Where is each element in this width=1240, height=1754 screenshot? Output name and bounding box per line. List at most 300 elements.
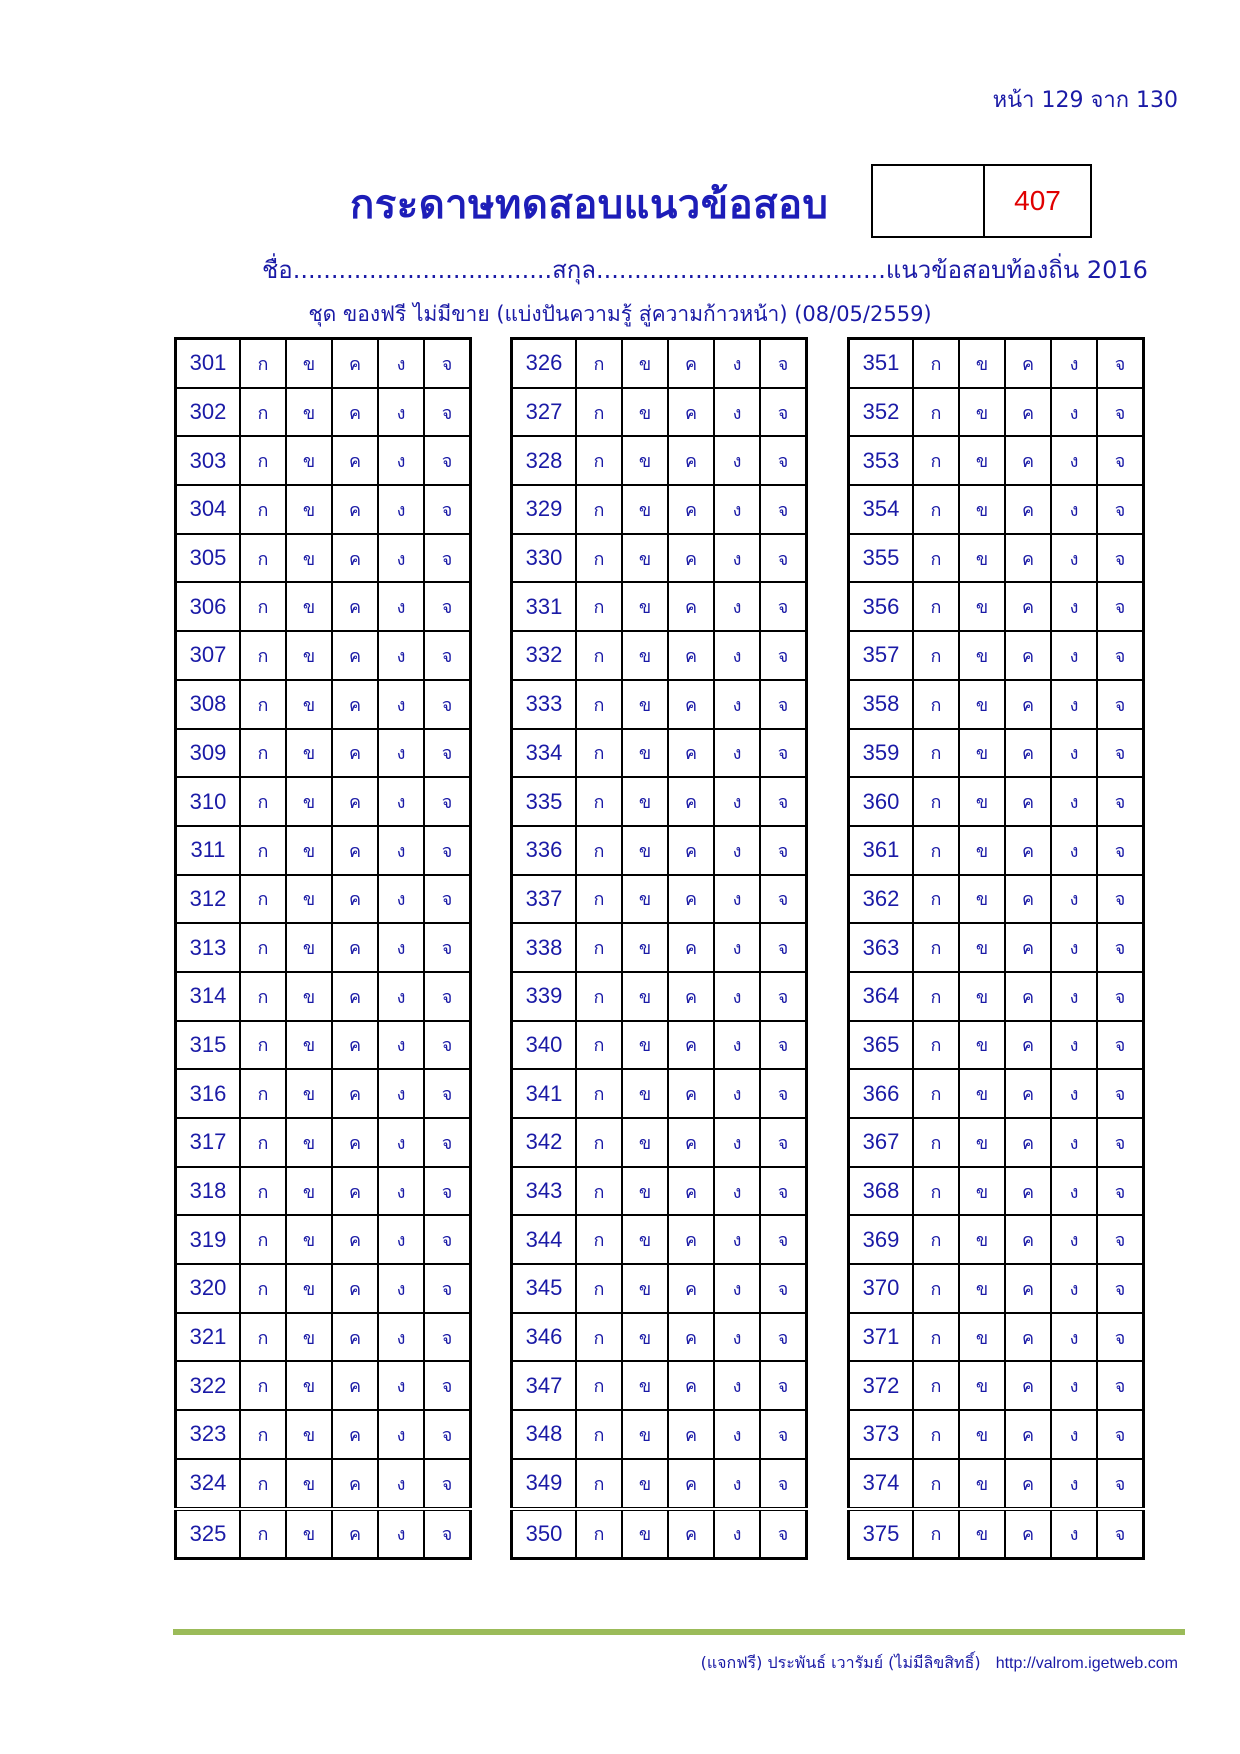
answer-option[interactable]: ก: [576, 339, 622, 388]
answer-option[interactable]: จ: [1097, 388, 1144, 437]
answer-option[interactable]: ข: [286, 875, 332, 924]
answer-option[interactable]: ง: [1051, 1021, 1097, 1070]
answer-option[interactable]: ค: [668, 1509, 714, 1559]
answer-option[interactable]: จ: [424, 1313, 471, 1362]
answer-option[interactable]: ข: [622, 923, 668, 972]
answer-option[interactable]: ง: [714, 923, 760, 972]
answer-option[interactable]: ก: [576, 388, 622, 437]
answer-option[interactable]: จ: [760, 1361, 807, 1410]
answer-option[interactable]: ก: [576, 1118, 622, 1167]
answer-option[interactable]: ง: [714, 436, 760, 485]
answer-option[interactable]: ข: [286, 1509, 332, 1559]
answer-option[interactable]: ข: [286, 1118, 332, 1167]
answer-option[interactable]: ง: [714, 1069, 760, 1118]
answer-option[interactable]: ง: [1051, 582, 1097, 631]
answer-option[interactable]: ง: [1051, 972, 1097, 1021]
answer-option[interactable]: จ: [760, 680, 807, 729]
answer-option[interactable]: ก: [576, 875, 622, 924]
answer-option[interactable]: ค: [668, 582, 714, 631]
answer-option[interactable]: ข: [959, 875, 1005, 924]
answer-option[interactable]: ข: [622, 1509, 668, 1559]
answer-option[interactable]: ก: [576, 923, 622, 972]
answer-option[interactable]: จ: [760, 1509, 807, 1559]
answer-option[interactable]: ค: [332, 1509, 378, 1559]
answer-option[interactable]: ข: [286, 972, 332, 1021]
footer-url[interactable]: http://valrom.igetweb.com: [995, 1655, 1178, 1672]
answer-option[interactable]: ค: [668, 1410, 714, 1459]
answer-option[interactable]: ข: [959, 1021, 1005, 1070]
answer-option[interactable]: ก: [913, 729, 959, 778]
answer-option[interactable]: ก: [576, 631, 622, 680]
answer-option[interactable]: ง: [714, 1167, 760, 1216]
answer-option[interactable]: จ: [1097, 534, 1144, 583]
answer-option[interactable]: จ: [760, 1410, 807, 1459]
answer-option[interactable]: ค: [1005, 485, 1051, 534]
answer-option[interactable]: ง: [714, 972, 760, 1021]
answer-option[interactable]: ง: [1051, 1361, 1097, 1410]
answer-option[interactable]: จ: [1097, 582, 1144, 631]
answer-option[interactable]: ข: [622, 1361, 668, 1410]
answer-option[interactable]: จ: [760, 923, 807, 972]
answer-option[interactable]: ข: [286, 388, 332, 437]
answer-option[interactable]: จ: [1097, 680, 1144, 729]
answer-option[interactable]: ข: [959, 1264, 1005, 1313]
answer-option[interactable]: ก: [913, 1021, 959, 1070]
answer-option[interactable]: ข: [959, 1118, 1005, 1167]
answer-option[interactable]: ง: [378, 388, 424, 437]
answer-option[interactable]: จ: [760, 1215, 807, 1264]
answer-option[interactable]: ง: [378, 1021, 424, 1070]
answer-option[interactable]: ค: [668, 1313, 714, 1362]
answer-option[interactable]: ก: [240, 1361, 286, 1410]
answer-option[interactable]: ก: [576, 680, 622, 729]
answer-option[interactable]: ก: [913, 1509, 959, 1559]
answer-option[interactable]: ง: [1051, 1069, 1097, 1118]
answer-option[interactable]: ก: [913, 1118, 959, 1167]
answer-option[interactable]: ง: [714, 729, 760, 778]
answer-option[interactable]: จ: [1097, 1264, 1144, 1313]
answer-option[interactable]: ง: [378, 1069, 424, 1118]
answer-option[interactable]: ค: [1005, 1264, 1051, 1313]
answer-option[interactable]: จ: [424, 631, 471, 680]
answer-option[interactable]: ข: [959, 1069, 1005, 1118]
answer-option[interactable]: ข: [959, 1410, 1005, 1459]
answer-option[interactable]: จ: [1097, 1118, 1144, 1167]
answer-option[interactable]: ข: [286, 582, 332, 631]
answer-option[interactable]: ค: [332, 1069, 378, 1118]
answer-option[interactable]: ก: [913, 777, 959, 826]
answer-option[interactable]: ค: [332, 534, 378, 583]
answer-option[interactable]: ข: [622, 631, 668, 680]
answer-option[interactable]: ข: [622, 436, 668, 485]
answer-option[interactable]: จ: [760, 582, 807, 631]
answer-option[interactable]: ง: [378, 1361, 424, 1410]
answer-option[interactable]: ง: [714, 631, 760, 680]
answer-option[interactable]: ง: [1051, 1215, 1097, 1264]
answer-option[interactable]: ง: [1051, 436, 1097, 485]
answer-option[interactable]: ค: [1005, 1459, 1051, 1509]
answer-option[interactable]: ค: [1005, 1361, 1051, 1410]
answer-option[interactable]: ง: [1051, 1167, 1097, 1216]
answer-option[interactable]: ค: [332, 1215, 378, 1264]
answer-option[interactable]: ก: [576, 729, 622, 778]
answer-option[interactable]: ก: [240, 436, 286, 485]
answer-option[interactable]: ค: [1005, 631, 1051, 680]
answer-option[interactable]: ข: [959, 1313, 1005, 1362]
answer-option[interactable]: ง: [1051, 339, 1097, 388]
answer-option[interactable]: จ: [760, 972, 807, 1021]
answer-option[interactable]: จ: [760, 1069, 807, 1118]
answer-option[interactable]: ข: [959, 1459, 1005, 1509]
answer-option[interactable]: ง: [378, 1313, 424, 1362]
answer-option[interactable]: จ: [424, 485, 471, 534]
answer-option[interactable]: ค: [332, 339, 378, 388]
answer-option[interactable]: จ: [1097, 972, 1144, 1021]
answer-option[interactable]: ง: [714, 1118, 760, 1167]
answer-option[interactable]: ค: [1005, 729, 1051, 778]
answer-option[interactable]: ค: [668, 972, 714, 1021]
answer-option[interactable]: จ: [760, 777, 807, 826]
answer-option[interactable]: ก: [240, 1118, 286, 1167]
answer-option[interactable]: ก: [240, 339, 286, 388]
answer-option[interactable]: ก: [913, 1313, 959, 1362]
answer-option[interactable]: จ: [1097, 485, 1144, 534]
answer-option[interactable]: ข: [959, 534, 1005, 583]
answer-option[interactable]: ค: [668, 875, 714, 924]
answer-option[interactable]: ค: [1005, 339, 1051, 388]
answer-option[interactable]: ค: [1005, 1509, 1051, 1559]
answer-option[interactable]: ค: [332, 485, 378, 534]
answer-option[interactable]: ก: [576, 485, 622, 534]
answer-option[interactable]: ค: [668, 631, 714, 680]
answer-option[interactable]: จ: [424, 826, 471, 875]
answer-option[interactable]: ค: [332, 729, 378, 778]
answer-option[interactable]: ข: [959, 777, 1005, 826]
answer-option[interactable]: ค: [668, 1167, 714, 1216]
answer-option[interactable]: ข: [959, 826, 1005, 875]
answer-option[interactable]: ข: [286, 1215, 332, 1264]
answer-option[interactable]: จ: [424, 436, 471, 485]
answer-option[interactable]: ข: [622, 339, 668, 388]
answer-option[interactable]: ก: [913, 1264, 959, 1313]
answer-option[interactable]: ก: [913, 1069, 959, 1118]
answer-option[interactable]: จ: [760, 1313, 807, 1362]
answer-option[interactable]: ง: [714, 1264, 760, 1313]
answer-option[interactable]: ก: [913, 826, 959, 875]
answer-option[interactable]: ง: [378, 1410, 424, 1459]
answer-option[interactable]: ค: [668, 436, 714, 485]
answer-option[interactable]: ง: [1051, 680, 1097, 729]
answer-option[interactable]: ค: [668, 777, 714, 826]
answer-option[interactable]: จ: [424, 388, 471, 437]
answer-option[interactable]: ก: [240, 485, 286, 534]
answer-option[interactable]: ก: [240, 1313, 286, 1362]
answer-option[interactable]: ค: [668, 1361, 714, 1410]
answer-option[interactable]: จ: [424, 339, 471, 388]
answer-option[interactable]: จ: [1097, 1215, 1144, 1264]
answer-option[interactable]: ก: [913, 485, 959, 534]
answer-option[interactable]: ค: [1005, 826, 1051, 875]
answer-option[interactable]: ข: [959, 1167, 1005, 1216]
answer-option[interactable]: ง: [378, 1459, 424, 1509]
answer-option[interactable]: ข: [622, 1313, 668, 1362]
answer-option[interactable]: ง: [1051, 1410, 1097, 1459]
answer-option[interactable]: ก: [576, 972, 622, 1021]
answer-option[interactable]: ข: [286, 1313, 332, 1362]
answer-option[interactable]: จ: [760, 534, 807, 583]
answer-option[interactable]: จ: [424, 534, 471, 583]
answer-option[interactable]: ง: [378, 1264, 424, 1313]
answer-option[interactable]: จ: [1097, 1509, 1144, 1559]
answer-option[interactable]: ข: [959, 388, 1005, 437]
answer-option[interactable]: ง: [714, 1313, 760, 1362]
answer-option[interactable]: ค: [332, 1361, 378, 1410]
answer-option[interactable]: ก: [240, 1459, 286, 1509]
answer-option[interactable]: จ: [1097, 923, 1144, 972]
answer-option[interactable]: ง: [714, 1021, 760, 1070]
answer-option[interactable]: ง: [714, 582, 760, 631]
answer-option[interactable]: ง: [1051, 1509, 1097, 1559]
answer-option[interactable]: ก: [913, 1410, 959, 1459]
answer-option[interactable]: ก: [576, 1361, 622, 1410]
answer-option[interactable]: ง: [378, 1118, 424, 1167]
answer-option[interactable]: ค: [332, 436, 378, 485]
answer-option[interactable]: ก: [576, 777, 622, 826]
answer-option[interactable]: ข: [622, 485, 668, 534]
answer-option[interactable]: ก: [240, 826, 286, 875]
answer-option[interactable]: จ: [1097, 339, 1144, 388]
answer-option[interactable]: ข: [286, 1167, 332, 1216]
answer-option[interactable]: ง: [714, 777, 760, 826]
answer-option[interactable]: ง: [378, 680, 424, 729]
answer-option[interactable]: จ: [760, 339, 807, 388]
answer-option[interactable]: จ: [760, 1021, 807, 1070]
answer-option[interactable]: ก: [240, 1069, 286, 1118]
answer-option[interactable]: ค: [668, 485, 714, 534]
answer-option[interactable]: ข: [286, 1264, 332, 1313]
answer-option[interactable]: ข: [286, 534, 332, 583]
answer-option[interactable]: ค: [1005, 875, 1051, 924]
answer-option[interactable]: ก: [576, 1264, 622, 1313]
answer-option[interactable]: ก: [576, 1167, 622, 1216]
answer-option[interactable]: ข: [959, 972, 1005, 1021]
answer-option[interactable]: ข: [622, 777, 668, 826]
answer-option[interactable]: ง: [714, 388, 760, 437]
answer-option[interactable]: ข: [286, 1459, 332, 1509]
answer-option[interactable]: ง: [378, 339, 424, 388]
answer-option[interactable]: ก: [240, 1264, 286, 1313]
answer-option[interactable]: ก: [240, 1215, 286, 1264]
answer-option[interactable]: ค: [332, 680, 378, 729]
answer-option[interactable]: ก: [913, 631, 959, 680]
answer-option[interactable]: ก: [240, 972, 286, 1021]
answer-option[interactable]: ก: [240, 1021, 286, 1070]
answer-option[interactable]: ค: [1005, 923, 1051, 972]
answer-option[interactable]: ค: [1005, 1313, 1051, 1362]
answer-option[interactable]: ก: [913, 388, 959, 437]
answer-option[interactable]: ก: [576, 534, 622, 583]
answer-option[interactable]: ง: [378, 631, 424, 680]
answer-option[interactable]: ก: [576, 1410, 622, 1459]
answer-option[interactable]: ข: [959, 1215, 1005, 1264]
answer-option[interactable]: ก: [240, 582, 286, 631]
answer-option[interactable]: จ: [424, 1021, 471, 1070]
answer-option[interactable]: ข: [622, 388, 668, 437]
answer-option[interactable]: ง: [1051, 631, 1097, 680]
answer-option[interactable]: ง: [714, 1361, 760, 1410]
answer-option[interactable]: ค: [668, 388, 714, 437]
answer-option[interactable]: ง: [714, 1410, 760, 1459]
answer-option[interactable]: ง: [378, 777, 424, 826]
answer-option[interactable]: ค: [332, 923, 378, 972]
answer-option[interactable]: ก: [913, 339, 959, 388]
answer-option[interactable]: ค: [1005, 534, 1051, 583]
answer-option[interactable]: ค: [668, 729, 714, 778]
answer-option[interactable]: ค: [332, 631, 378, 680]
answer-option[interactable]: ข: [622, 582, 668, 631]
answer-option[interactable]: ข: [622, 1118, 668, 1167]
answer-option[interactable]: จ: [1097, 875, 1144, 924]
answer-option[interactable]: ข: [622, 680, 668, 729]
answer-option[interactable]: ก: [913, 1167, 959, 1216]
answer-option[interactable]: จ: [424, 1410, 471, 1459]
answer-option[interactable]: ข: [959, 485, 1005, 534]
answer-option[interactable]: ค: [1005, 680, 1051, 729]
answer-option[interactable]: ข: [959, 923, 1005, 972]
answer-option[interactable]: จ: [424, 1361, 471, 1410]
answer-option[interactable]: จ: [760, 485, 807, 534]
answer-option[interactable]: ค: [332, 875, 378, 924]
answer-option[interactable]: จ: [760, 1167, 807, 1216]
answer-option[interactable]: จ: [424, 972, 471, 1021]
answer-option[interactable]: จ: [1097, 1167, 1144, 1216]
answer-option[interactable]: ง: [714, 1459, 760, 1509]
answer-option[interactable]: ก: [576, 1215, 622, 1264]
answer-option[interactable]: ข: [959, 582, 1005, 631]
answer-option[interactable]: จ: [1097, 1410, 1144, 1459]
answer-option[interactable]: ง: [1051, 388, 1097, 437]
answer-option[interactable]: ข: [286, 1021, 332, 1070]
answer-option[interactable]: ข: [286, 777, 332, 826]
answer-option[interactable]: ค: [332, 1021, 378, 1070]
answer-option[interactable]: ก: [576, 826, 622, 875]
answer-option[interactable]: ก: [913, 972, 959, 1021]
answer-option[interactable]: ง: [1051, 485, 1097, 534]
answer-option[interactable]: ข: [286, 1361, 332, 1410]
answer-option[interactable]: ข: [622, 875, 668, 924]
answer-option[interactable]: ข: [622, 1021, 668, 1070]
answer-option[interactable]: ค: [668, 1459, 714, 1509]
answer-option[interactable]: จ: [1097, 1361, 1144, 1410]
answer-option[interactable]: ก: [576, 1459, 622, 1509]
answer-option[interactable]: ข: [286, 436, 332, 485]
answer-option[interactable]: ข: [286, 339, 332, 388]
answer-option[interactable]: ง: [378, 826, 424, 875]
answer-option[interactable]: ค: [332, 1459, 378, 1509]
answer-option[interactable]: จ: [760, 1459, 807, 1509]
answer-option[interactable]: จ: [1097, 1021, 1144, 1070]
answer-option[interactable]: ก: [576, 1069, 622, 1118]
answer-option[interactable]: ค: [332, 1264, 378, 1313]
answer-option[interactable]: ค: [332, 1313, 378, 1362]
answer-option[interactable]: ก: [576, 1313, 622, 1362]
answer-option[interactable]: ง: [714, 1215, 760, 1264]
answer-option[interactable]: ค: [668, 1069, 714, 1118]
answer-option[interactable]: จ: [424, 1215, 471, 1264]
answer-option[interactable]: ค: [668, 1021, 714, 1070]
answer-option[interactable]: จ: [424, 777, 471, 826]
answer-option[interactable]: จ: [760, 436, 807, 485]
answer-option[interactable]: จ: [760, 875, 807, 924]
answer-option[interactable]: ง: [378, 534, 424, 583]
answer-option[interactable]: ง: [714, 534, 760, 583]
answer-option[interactable]: ง: [378, 1509, 424, 1559]
answer-option[interactable]: ก: [576, 1509, 622, 1559]
answer-option[interactable]: จ: [424, 729, 471, 778]
answer-option[interactable]: จ: [1097, 631, 1144, 680]
answer-option[interactable]: ค: [1005, 1167, 1051, 1216]
answer-option[interactable]: ข: [959, 436, 1005, 485]
answer-option[interactable]: ค: [1005, 388, 1051, 437]
answer-option[interactable]: ก: [240, 729, 286, 778]
answer-option[interactable]: ข: [286, 923, 332, 972]
answer-option[interactable]: ง: [1051, 1313, 1097, 1362]
answer-option[interactable]: ง: [1051, 1459, 1097, 1509]
answer-option[interactable]: ข: [622, 1410, 668, 1459]
answer-option[interactable]: ค: [668, 923, 714, 972]
answer-option[interactable]: ข: [622, 729, 668, 778]
answer-option[interactable]: ค: [1005, 1215, 1051, 1264]
answer-option[interactable]: จ: [1097, 1313, 1144, 1362]
answer-option[interactable]: ค: [668, 680, 714, 729]
answer-option[interactable]: ข: [622, 972, 668, 1021]
answer-option[interactable]: ก: [240, 875, 286, 924]
answer-option[interactable]: ก: [576, 582, 622, 631]
answer-option[interactable]: ข: [959, 339, 1005, 388]
answer-option[interactable]: ข: [622, 1264, 668, 1313]
answer-option[interactable]: จ: [1097, 826, 1144, 875]
answer-option[interactable]: ข: [286, 729, 332, 778]
answer-option[interactable]: ก: [240, 631, 286, 680]
answer-option[interactable]: ข: [959, 680, 1005, 729]
answer-option[interactable]: ง: [378, 923, 424, 972]
answer-option[interactable]: ง: [378, 972, 424, 1021]
answer-option[interactable]: ข: [622, 1459, 668, 1509]
answer-option[interactable]: ค: [668, 1264, 714, 1313]
answer-option[interactable]: จ: [1097, 729, 1144, 778]
answer-option[interactable]: ก: [913, 436, 959, 485]
answer-option[interactable]: จ: [1097, 1459, 1144, 1509]
answer-option[interactable]: ค: [668, 339, 714, 388]
answer-option[interactable]: ก: [240, 388, 286, 437]
answer-option[interactable]: ง: [378, 485, 424, 534]
answer-option[interactable]: จ: [760, 1264, 807, 1313]
answer-option[interactable]: จ: [424, 582, 471, 631]
answer-option[interactable]: ง: [714, 826, 760, 875]
answer-option[interactable]: ง: [1051, 777, 1097, 826]
answer-option[interactable]: จ: [760, 826, 807, 875]
answer-option[interactable]: จ: [424, 1118, 471, 1167]
answer-option[interactable]: ง: [1051, 875, 1097, 924]
answer-option[interactable]: ก: [913, 1361, 959, 1410]
answer-option[interactable]: ง: [378, 582, 424, 631]
answer-option[interactable]: ค: [1005, 1069, 1051, 1118]
answer-option[interactable]: ค: [1005, 972, 1051, 1021]
answer-option[interactable]: ค: [332, 972, 378, 1021]
answer-option[interactable]: ค: [1005, 777, 1051, 826]
answer-option[interactable]: จ: [424, 1264, 471, 1313]
answer-option[interactable]: ค: [668, 826, 714, 875]
